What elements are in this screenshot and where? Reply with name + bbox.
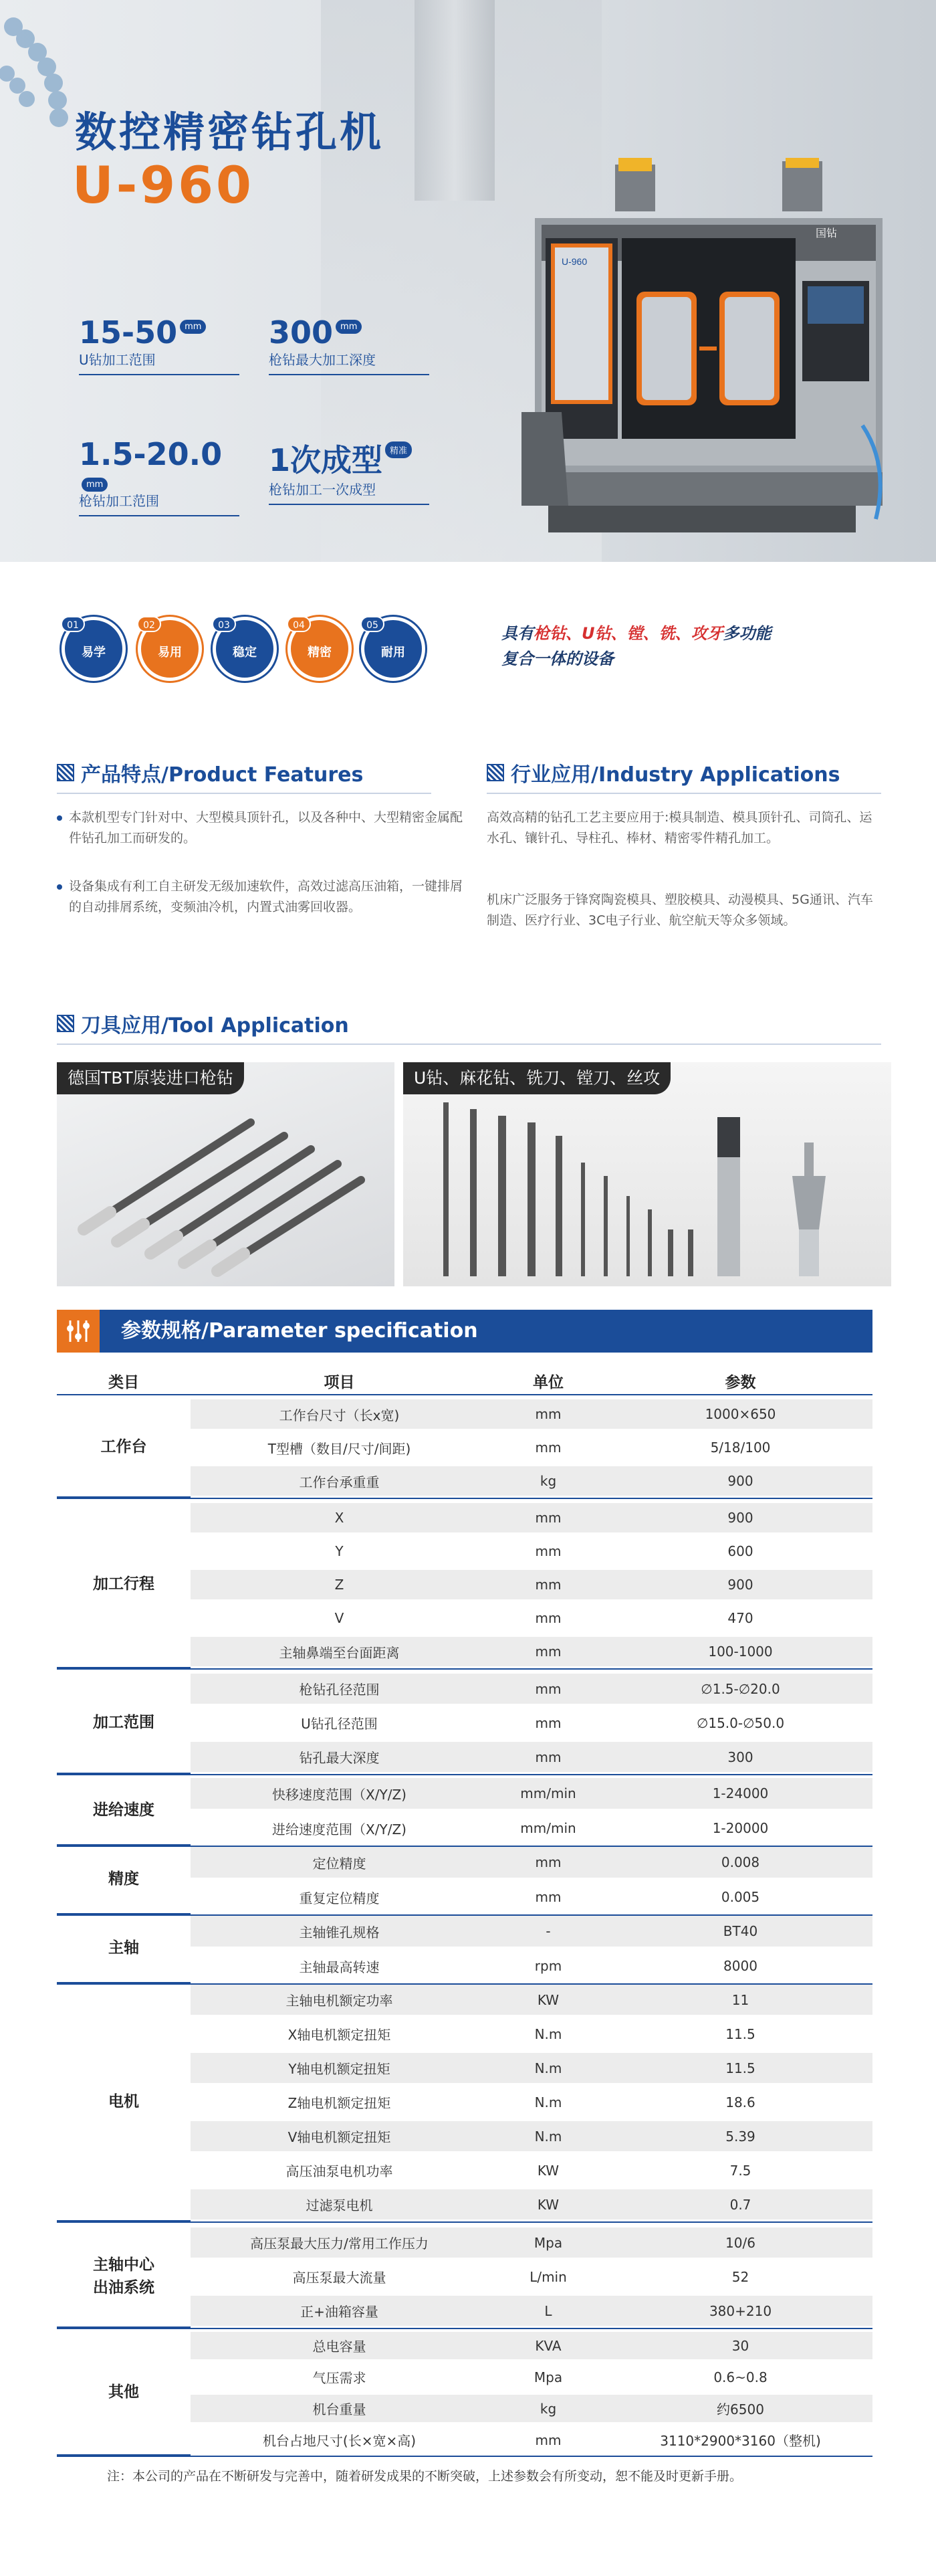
gun-drill-illustration — [57, 1062, 394, 1286]
table-row — [57, 2262, 872, 2292]
badge-number: 01 — [61, 616, 85, 632]
param-value: 900 — [608, 1503, 872, 1532]
param-value: 11.5 — [608, 2053, 872, 2083]
table-row — [57, 1742, 872, 1772]
spec-one-pass — [269, 436, 429, 505]
param-value: 18.6 — [725, 2094, 755, 2110]
tools-illustration — [403, 1062, 891, 1286]
spec-value: 15-50 — [79, 314, 178, 351]
table-row — [57, 1570, 872, 1599]
param-item: Z轴电机额定扭矩 — [287, 2095, 391, 2111]
param-value: ∅15.0-∅50.0 — [696, 1714, 785, 1731]
param-item: 枪钻孔径范围 — [191, 1674, 488, 1704]
param-value: 1-20000 — [712, 1820, 769, 1836]
section-icon — [487, 764, 504, 781]
param-item: 机台占地尺寸(长×宽×高) — [262, 2433, 417, 2449]
params-header — [57, 1310, 872, 1353]
param-unit: mm — [488, 1570, 608, 1599]
feature-item: 设备集成有利工自主研发无级加速软件，高效过滤高压油箱，一键排屑的自动排屑系统，变频油冷机，内置式油雾回收器。 — [57, 876, 465, 918]
table-row — [57, 2296, 872, 2326]
header-unit: 单位 — [533, 1374, 564, 1391]
param-item: 钻孔最大深度 — [191, 1742, 488, 1772]
param-item: 主轴鼻端至台面距离 — [191, 1637, 488, 1666]
group-divider — [57, 1774, 872, 1775]
param-unit: N.m — [534, 2094, 562, 2110]
param-group-name: 主轴中心出油系统 — [93, 2256, 154, 2296]
table-row — [57, 2395, 872, 2422]
spec-unit: mm — [82, 478, 108, 492]
multifunction-tagline — [501, 621, 772, 672]
param-unit: KW — [488, 2189, 608, 2219]
param-unit: mm — [488, 1637, 608, 1666]
header-item: 项目 — [324, 1374, 355, 1391]
badge-durable — [361, 617, 425, 681]
background-spindle-image — [415, 0, 495, 201]
tools-heading — [57, 1009, 349, 1038]
footnote: 注：本公司的产品在不断研发与完善中，随着研发成果的不断突破，上述参数会有所变动，恕不能及时更新手册。 — [107, 2469, 743, 2484]
param-item: 高压油泵电机功率 — [285, 2163, 393, 2179]
param-unit: KW — [488, 1985, 608, 2015]
group-divider — [57, 2221, 872, 2223]
gun-drill-caption: 德国TBT原装进口枪钻 — [57, 1062, 244, 1094]
param-unit: mm — [535, 1714, 562, 1731]
param-item: 重复定位精度 — [299, 1890, 380, 1906]
divider — [487, 793, 881, 794]
param-item: 主轴最高转速 — [299, 1959, 380, 1975]
param-value: 3110*2900*3160（整机) — [660, 2433, 821, 2449]
table-row — [57, 1433, 872, 1462]
param-item: 工作台承重重 — [191, 1466, 488, 1496]
param-item: 过滤泵电机 — [191, 2189, 488, 2219]
param-value: 1-24000 — [608, 1778, 872, 1809]
param-unit: KVA — [488, 2332, 608, 2359]
industry-paragraph-2: 机床广泛服务于锋窝陶瓷模具、塑胶模具、动漫模具、5G通讯、汽车制造、医疗行业、3C电子行业、航空航天等众多领域。 — [487, 892, 873, 928]
group-divider — [57, 2456, 872, 2457]
param-unit: mm — [488, 1674, 608, 1704]
param-item: V轴电机额定扭矩 — [191, 2121, 488, 2151]
param-unit: kg — [488, 1466, 608, 1496]
param-value: 0.7 — [608, 2189, 872, 2219]
table-row — [57, 2332, 872, 2359]
param-group-name: 主轴 — [108, 1939, 139, 1957]
header-value: 参数 — [725, 1374, 756, 1391]
table-row — [57, 1674, 872, 1704]
param-unit: mm — [535, 2432, 562, 2448]
badge-stable — [213, 617, 277, 681]
param-value: 900 — [608, 1466, 872, 1496]
param-group-name: 精度 — [108, 1870, 139, 1888]
param-unit: mm — [488, 1847, 608, 1878]
badge-label: 易用 — [158, 646, 182, 660]
spec-gun-drill-depth — [269, 314, 429, 375]
param-item: U钻孔径范围 — [301, 1716, 378, 1732]
table-row — [57, 2227, 872, 2258]
param-value: 1000×650 — [608, 1399, 872, 1429]
tagline-post: 多功能 — [723, 624, 772, 643]
spec-gun-drill-range — [79, 436, 239, 516]
param-value: 600 — [727, 1543, 753, 1559]
param-group-name: 进给速度 — [93, 1801, 154, 1819]
features-heading — [57, 758, 363, 787]
hero-banner — [0, 0, 936, 562]
param-item: 高压泵最大流量 — [292, 2270, 386, 2286]
spec-value: 1.5-20.0 — [79, 436, 223, 472]
param-item: 高压泵最大压力/常用工作压力 — [191, 2227, 488, 2258]
section-icon — [57, 1015, 74, 1032]
param-item: Y — [335, 1543, 344, 1559]
param-value: 10/6 — [608, 2227, 872, 2258]
param-unit: L/min — [530, 2268, 567, 2285]
param-item: X轴电机额定扭矩 — [287, 2027, 391, 2043]
param-item: 主轴电机额定功率 — [191, 1985, 488, 2015]
table-row — [57, 1951, 872, 1981]
table-row — [57, 1847, 872, 1878]
table-row — [57, 1537, 872, 1566]
table-row — [57, 2053, 872, 2083]
param-unit: mm — [535, 1889, 562, 1905]
param-unit: L — [488, 2296, 608, 2326]
param-unit: KW — [537, 2162, 560, 2179]
product-title: 数控精密钻孔机 — [75, 108, 384, 157]
group-divider — [57, 2328, 872, 2329]
badge-label: 精密 — [308, 646, 332, 660]
param-item: V — [334, 1610, 344, 1626]
table-row — [57, 1466, 872, 1496]
badge-number: 03 — [212, 616, 236, 632]
table-row — [57, 2426, 872, 2454]
param-value: 11 — [608, 1985, 872, 2015]
table-row — [57, 1708, 872, 1738]
param-unit: mm — [535, 1610, 562, 1626]
param-value: 5.39 — [608, 2121, 872, 2151]
param-value: 约6500 — [608, 2395, 872, 2422]
param-value: 100-1000 — [608, 1637, 872, 1666]
params-table-header — [57, 1363, 872, 1395]
param-item: T型槽（数目/尺寸/间距) — [267, 1440, 411, 1457]
badge-easy-use — [138, 617, 202, 681]
param-group-name: 工作台 — [100, 1438, 147, 1456]
spec-unit: 精准 — [385, 441, 412, 458]
params-title: 参数规格/Parameter specification — [121, 1319, 478, 1343]
param-unit: rpm — [534, 1958, 562, 1974]
spec-label: U钻加工范围 — [79, 352, 156, 368]
table-row — [57, 1882, 872, 1912]
param-item: 主轴锥孔规格 — [191, 1916, 488, 1947]
table-row — [57, 1503, 872, 1532]
param-item: Y轴电机额定扭矩 — [191, 2053, 488, 2083]
divider — [57, 1044, 881, 1045]
gun-drill-image — [57, 1062, 394, 1286]
param-unit: N.m — [488, 2053, 608, 2083]
badge-number: 02 — [137, 616, 161, 632]
table-row — [57, 2363, 872, 2391]
param-value: ∅1.5-∅20.0 — [608, 1674, 872, 1704]
industry-paragraph-1: 高效高精的钻孔工艺主要应用于:模具制造、模具顶针孔、司筒孔、运水孔、镶针孔、导柱孔、棒材、精密零件精孔加工。 — [487, 810, 872, 846]
param-unit: N.m — [488, 2121, 608, 2151]
tools-title: 刀具应用/Tool Application — [81, 1014, 349, 1037]
param-item: 总电容量 — [191, 2332, 488, 2359]
table-row — [57, 1399, 872, 1429]
param-value: 470 — [727, 1610, 753, 1626]
divider — [57, 793, 431, 794]
section-icon — [57, 764, 74, 781]
param-item: X — [191, 1503, 488, 1532]
spec-label: 枪钻最大加工深度 — [269, 352, 376, 368]
tagline-line2: 复合一体的设备 — [501, 650, 614, 668]
param-unit: mm/min — [520, 1820, 576, 1836]
group-divider — [57, 1668, 872, 1670]
param-value: 7.5 — [729, 2162, 751, 2179]
product-model: U-960 — [72, 155, 254, 215]
params-icon — [57, 1310, 100, 1353]
param-unit: mm/min — [488, 1778, 608, 1809]
tagline-highlight: 枪钻、U钻、镗、铣、攻牙 — [534, 624, 723, 643]
param-unit: mm — [488, 1399, 608, 1429]
badge-label: 耐用 — [381, 646, 405, 660]
table-row — [57, 1778, 872, 1809]
spec-value: 300 — [269, 314, 334, 351]
param-group-name: 加工范围 — [93, 1713, 154, 1731]
param-value: 30 — [608, 2332, 872, 2359]
param-item: 定位精度 — [191, 1847, 488, 1878]
badge-number: 05 — [360, 616, 384, 632]
param-value: 8000 — [723, 1958, 757, 1974]
param-item: 快移速度范围（X/Y/Z) — [191, 1778, 488, 1809]
param-value: 11.5 — [725, 2025, 755, 2042]
table-row — [57, 2189, 872, 2219]
badge-label: 稳定 — [233, 646, 257, 660]
param-group-name: 加工行程 — [93, 1575, 154, 1593]
param-item: Z — [191, 1570, 488, 1599]
table-row — [57, 1985, 872, 2015]
param-unit: mm — [535, 1543, 562, 1559]
table-row — [57, 2155, 872, 2185]
param-value: BT40 — [608, 1916, 872, 1947]
table-row — [57, 2087, 872, 2117]
param-value: 0.6~0.8 — [713, 2369, 768, 2385]
spec-label: 枪钻加工一次成型 — [269, 482, 376, 498]
tools-caption: U钻、麻花钻、铣刀、镗刀、丝攻 — [403, 1062, 671, 1094]
spec-label: 枪钻加工范围 — [79, 493, 159, 509]
table-row — [57, 1637, 872, 1666]
table-row — [57, 2019, 872, 2049]
param-unit: kg — [488, 2395, 608, 2422]
param-value: 0.008 — [608, 1847, 872, 1878]
param-unit: - — [488, 1916, 608, 1947]
param-item: 机台重量 — [191, 2395, 488, 2422]
machine-image — [521, 158, 909, 562]
tools-image — [403, 1062, 891, 1286]
param-unit: N.m — [534, 2025, 562, 2042]
table-row — [57, 1603, 872, 1633]
param-group-name: 电机 — [108, 2092, 139, 2110]
param-unit: Mpa — [534, 2369, 563, 2385]
table-row — [57, 1916, 872, 1947]
header-category: 类目 — [108, 1374, 139, 1391]
param-item: 气压需求 — [312, 2370, 366, 2386]
machine-brand-text: U-960 — [562, 256, 588, 267]
param-unit: Mpa — [488, 2227, 608, 2258]
spec-unit: mm — [180, 320, 206, 334]
param-value: 380+210 — [608, 2296, 872, 2326]
param-value: 0.005 — [721, 1889, 760, 1905]
badge-precise — [287, 617, 352, 681]
spec-unit: mm — [336, 320, 362, 334]
badge-number: 04 — [287, 616, 311, 632]
industry-title: 行业应用/Industry Applications — [511, 763, 840, 787]
param-value: 900 — [608, 1570, 872, 1599]
param-group-name: 其他 — [108, 2383, 139, 2401]
param-value: 52 — [731, 2268, 749, 2285]
param-unit: mm — [488, 1742, 608, 1772]
param-unit: mm — [535, 1440, 562, 1456]
feature-item: 本款机型专门针对中、大型模具顶针孔，以及各种中、大型精密金属配件钻孔加工而研发的。 — [57, 807, 465, 849]
spec-value: 1次成型 — [269, 442, 383, 478]
machine-logo-text: 国钻 — [816, 227, 838, 239]
tagline-pre: 具有 — [501, 624, 534, 643]
badge-easy-learn — [62, 617, 126, 681]
group-divider — [57, 1498, 872, 1499]
param-unit: mm — [488, 1503, 608, 1532]
badge-label: 易学 — [82, 646, 106, 660]
param-value: 5/18/100 — [710, 1440, 771, 1456]
table-row — [57, 2121, 872, 2151]
param-item: 进给速度范围（X/Y/Z) — [272, 1821, 406, 1838]
param-item: 正+油箱容量 — [191, 2296, 488, 2326]
param-value: 300 — [608, 1742, 872, 1772]
industry-heading — [487, 758, 840, 787]
param-item: 工作台尺寸（长x宽) — [191, 1399, 488, 1429]
table-row — [57, 1813, 872, 1844]
spec-u-drill-range — [79, 314, 239, 375]
features-title: 产品特点/Product Features — [81, 763, 364, 787]
